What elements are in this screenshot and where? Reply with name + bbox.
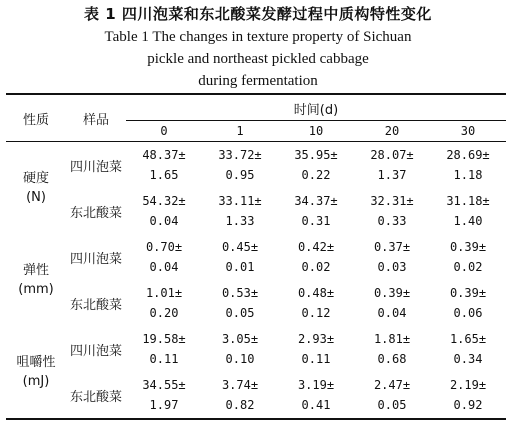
mean-value: 1.01± bbox=[145, 286, 183, 300]
value-cell bbox=[202, 188, 278, 234]
sd-value: 0.22 bbox=[301, 168, 331, 182]
mean-value: 3.74± bbox=[221, 378, 259, 392]
value-cell bbox=[278, 188, 354, 234]
mean-value: 34.55± bbox=[142, 378, 186, 392]
mean-value: 31.18± bbox=[446, 194, 490, 208]
sd-value: 0.03 bbox=[377, 260, 407, 274]
sd-value: 0.04 bbox=[377, 306, 407, 320]
header-time bbox=[126, 94, 506, 121]
texture-table bbox=[6, 93, 506, 420]
mean-value: 3.05± bbox=[221, 332, 259, 346]
header-day: 30 bbox=[460, 124, 476, 138]
property-label: (N) bbox=[26, 190, 46, 205]
mean-value: 35.95± bbox=[294, 148, 338, 162]
value-cell bbox=[278, 326, 354, 372]
mean-value: 2.93± bbox=[297, 332, 335, 346]
sd-value: 0.68 bbox=[377, 352, 407, 366]
mean-value: 0.53± bbox=[221, 286, 259, 300]
table-title-en bbox=[0, 26, 516, 92]
sd-value: 0.95 bbox=[225, 168, 255, 182]
value-cell bbox=[278, 142, 354, 189]
mean-value: 54.32± bbox=[142, 194, 186, 208]
header-day: 0 bbox=[160, 124, 168, 138]
table-row bbox=[6, 280, 506, 326]
table-row bbox=[6, 326, 506, 372]
table-body bbox=[6, 142, 506, 420]
mean-value: 34.37± bbox=[294, 194, 338, 208]
sd-value: 0.05 bbox=[377, 398, 407, 412]
sample-cell: 东北酸菜 bbox=[69, 205, 122, 221]
header-property: 性质 bbox=[6, 94, 66, 142]
value-cell bbox=[354, 142, 430, 189]
sd-value: 0.11 bbox=[149, 352, 179, 366]
mean-value: 32.31± bbox=[370, 194, 414, 208]
mean-value: 0.37± bbox=[373, 240, 411, 254]
mean-value: 48.37± bbox=[142, 148, 186, 162]
mean-value: 2.47± bbox=[373, 378, 411, 392]
table-row bbox=[6, 188, 506, 234]
sample-cell: 四川泡菜 bbox=[69, 251, 122, 267]
property-label: (mJ) bbox=[22, 374, 50, 389]
header-day: 1 bbox=[236, 124, 244, 138]
sample-cell: 四川泡菜 bbox=[69, 159, 122, 175]
mean-value: 28.69± bbox=[446, 148, 490, 162]
sd-value: 0.33 bbox=[377, 214, 407, 228]
value-cell bbox=[430, 188, 506, 234]
sd-value: 1.65 bbox=[149, 168, 179, 182]
value-cell bbox=[354, 234, 430, 280]
value-cell bbox=[126, 326, 202, 372]
sd-value: 0.02 bbox=[301, 260, 331, 274]
sd-value: 0.04 bbox=[149, 260, 179, 274]
mean-value: 0.39± bbox=[449, 240, 487, 254]
value-cell bbox=[202, 280, 278, 326]
value-cell bbox=[126, 372, 202, 419]
value-cell bbox=[126, 142, 202, 189]
value-cell bbox=[430, 234, 506, 280]
table-row bbox=[6, 142, 506, 189]
sd-value: 0.05 bbox=[225, 306, 255, 320]
value-cell bbox=[202, 234, 278, 280]
value-cell bbox=[126, 234, 202, 280]
property-cell bbox=[6, 142, 66, 235]
mean-value: 0.70± bbox=[145, 240, 183, 254]
mean-value: 19.58± bbox=[142, 332, 186, 346]
sample-cell: 东北酸菜 bbox=[69, 389, 122, 405]
value-cell bbox=[430, 326, 506, 372]
value-cell bbox=[354, 188, 430, 234]
sd-value: 0.31 bbox=[301, 214, 331, 228]
table-title-cn: 表 1 四川泡菜和东北酸菜发酵过程中质构特性变化 bbox=[84, 5, 432, 23]
value-cell bbox=[354, 280, 430, 326]
value-cell bbox=[126, 188, 202, 234]
sd-value: 1.18 bbox=[453, 168, 483, 182]
value-cell bbox=[278, 372, 354, 419]
property-cell bbox=[6, 234, 66, 326]
value-cell bbox=[202, 372, 278, 419]
header-time-label: 时间(d) bbox=[126, 99, 506, 121]
mean-value: 0.48± bbox=[297, 286, 335, 300]
sd-value: 1.37 bbox=[377, 168, 407, 182]
value-cell bbox=[278, 234, 354, 280]
sample-cell: 东北酸菜 bbox=[69, 297, 122, 313]
mean-value: 0.45± bbox=[221, 240, 259, 254]
mean-value: 1.81± bbox=[373, 332, 411, 346]
sd-value: 0.12 bbox=[301, 306, 331, 320]
mean-value: 2.19± bbox=[449, 378, 487, 392]
value-cell bbox=[430, 142, 506, 189]
sd-value: 1.40 bbox=[453, 214, 483, 228]
sd-value: 0.02 bbox=[453, 260, 483, 274]
table-row bbox=[6, 234, 506, 280]
sd-value: 0.10 bbox=[225, 352, 255, 366]
sd-value: 0.06 bbox=[453, 306, 483, 320]
value-cell bbox=[278, 280, 354, 326]
header-day: 10 bbox=[308, 124, 324, 138]
mean-value: 3.19± bbox=[297, 378, 335, 392]
sample-cell: 四川泡菜 bbox=[69, 343, 122, 359]
value-cell bbox=[354, 326, 430, 372]
mean-value: 1.65± bbox=[449, 332, 487, 346]
property-label: 咀嚼性 bbox=[16, 355, 56, 370]
sd-value: 0.01 bbox=[225, 260, 255, 274]
sd-value: 1.97 bbox=[149, 398, 179, 412]
property-label: (mm) bbox=[18, 282, 54, 297]
property-cell bbox=[6, 326, 66, 419]
value-cell bbox=[202, 326, 278, 372]
sd-value: 0.92 bbox=[453, 398, 483, 412]
table-title-en-line: Table 1 The changes in texture property of Sichuan bbox=[104, 29, 412, 45]
table-row bbox=[6, 372, 506, 419]
property-label: 弹性 bbox=[22, 263, 49, 278]
sd-value: 0.41 bbox=[301, 398, 331, 412]
value-cell bbox=[202, 142, 278, 189]
mean-value: 0.39± bbox=[373, 286, 411, 300]
sd-value: 1.33 bbox=[225, 214, 255, 228]
mean-value: 28.07± bbox=[370, 148, 414, 162]
value-cell bbox=[430, 372, 506, 419]
header-sample: 样品 bbox=[66, 94, 126, 142]
value-cell bbox=[354, 372, 430, 419]
table-title-en-line: during fermentation bbox=[198, 73, 318, 89]
sd-value: 0.20 bbox=[149, 306, 179, 320]
sd-value: 0.82 bbox=[225, 398, 255, 412]
table-title-en-line: pickle and northeast pickled cabbage bbox=[147, 51, 369, 67]
sd-value: 0.34 bbox=[453, 352, 483, 366]
mean-value: 33.72± bbox=[218, 148, 262, 162]
sd-value: 0.11 bbox=[301, 352, 331, 366]
value-cell bbox=[430, 280, 506, 326]
mean-value: 0.39± bbox=[449, 286, 487, 300]
mean-value: 33.11± bbox=[218, 194, 262, 208]
mean-value: 0.42± bbox=[297, 240, 335, 254]
property-label: 硬度 bbox=[22, 171, 49, 186]
header-day: 20 bbox=[384, 124, 400, 138]
sd-value: 0.04 bbox=[149, 214, 179, 228]
value-cell bbox=[126, 280, 202, 326]
